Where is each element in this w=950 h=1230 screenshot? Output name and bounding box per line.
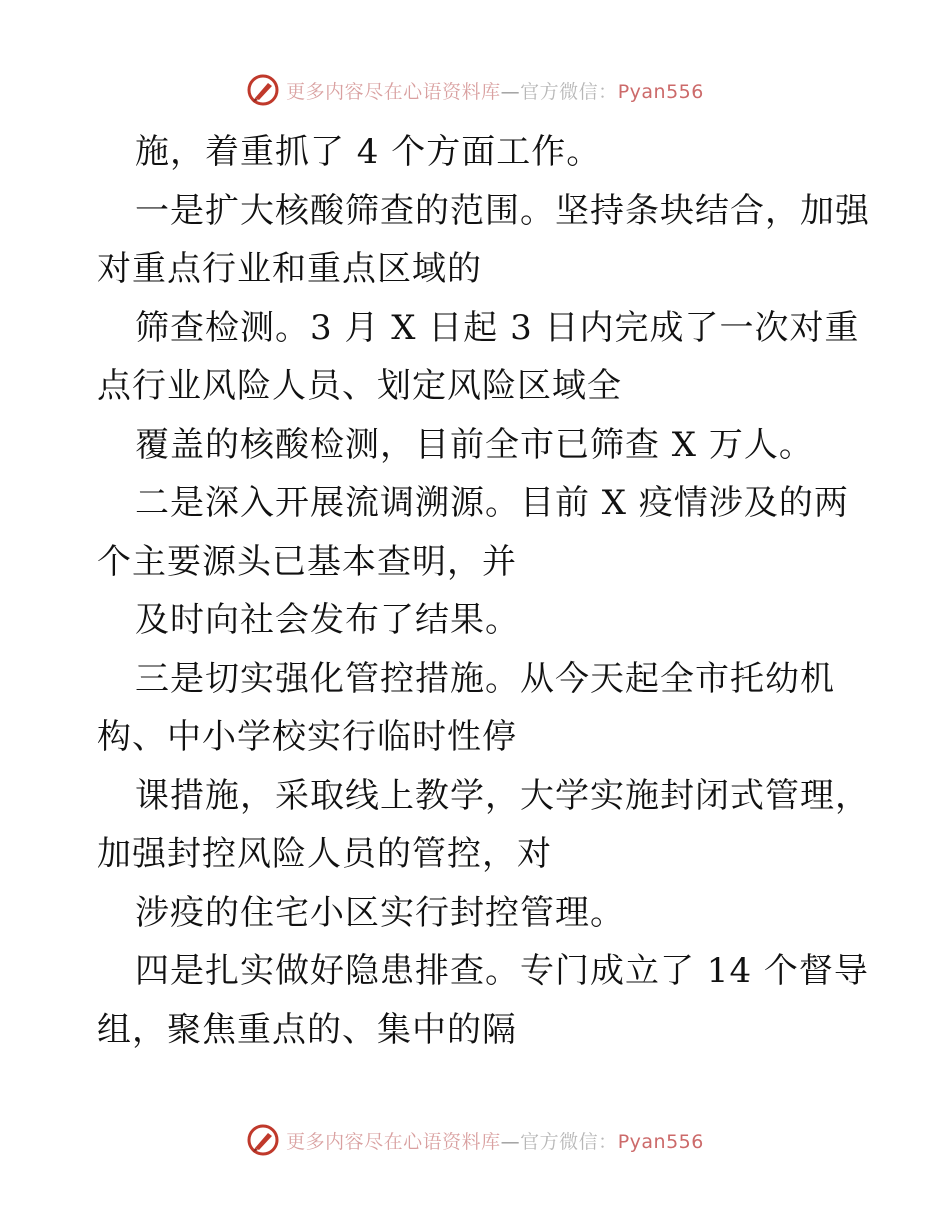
footer-watermark xyxy=(0,1120,950,1160)
body-line: 覆盖的核酸检测，目前全市已筛查 X 万人。 xyxy=(135,424,814,465)
watermark-main-text: 更多内容尽在心语资料库 xyxy=(286,80,501,103)
body-line: 课措施，采取线上教学，大学实施封闭式管理， xyxy=(135,775,870,816)
header-watermark xyxy=(0,70,950,110)
body-line: 三是切实强化管控措施。从今天起全市托幼机 xyxy=(135,658,835,699)
watermark-wechat-label: 官方微信： xyxy=(520,80,618,103)
body-line: 涉疫的住宅小区实行封控管理。 xyxy=(135,892,625,933)
watermark-main-text: 更多内容尽在心语资料库 xyxy=(286,1130,501,1153)
body-line: 筛查检测。3 月 X 日起 3 日内完成了一次对重 xyxy=(135,307,860,348)
body-line: 施，着重抓了 4 个方面工作。 xyxy=(135,132,602,172)
watermark-wechat-id: Pyan556 xyxy=(617,80,704,103)
body-line: 加强封控风险人员的管控，对 xyxy=(97,834,552,874)
watermark-separator: — xyxy=(500,1130,521,1153)
body-line: 构、中小学校实行临时性停 xyxy=(97,717,517,757)
watermark-wechat-id: Pyan556 xyxy=(617,1130,704,1153)
pen-logo-icon xyxy=(246,1123,280,1157)
body-line: 个主要源头已基本查明，并 xyxy=(97,541,517,582)
body-line: 一是扩大核酸筛查的范围。坚持条块结合，加强 xyxy=(135,190,870,231)
body-line: 四是扎实做好隐患排查。专门成立了 14 个督导 xyxy=(135,951,869,991)
body-line: 组，聚焦重点的、集中的隔 xyxy=(97,1009,517,1050)
body-line: 二是深入开展流调溯源。目前 X 疫情涉及的两 xyxy=(135,483,849,523)
pen-logo-icon xyxy=(246,73,280,107)
body-line: 及时向社会发布了结果。 xyxy=(135,600,520,640)
body-line: 点行业风险人员、划定风险区域全 xyxy=(97,366,622,406)
watermark-separator: — xyxy=(500,80,521,103)
document-body xyxy=(97,123,870,1059)
watermark-text xyxy=(286,77,704,104)
watermark-wechat-label: 官方微信： xyxy=(520,1130,618,1153)
body-line: 对重点行业和重点区域的 xyxy=(97,249,482,289)
watermark-text xyxy=(286,1127,704,1154)
